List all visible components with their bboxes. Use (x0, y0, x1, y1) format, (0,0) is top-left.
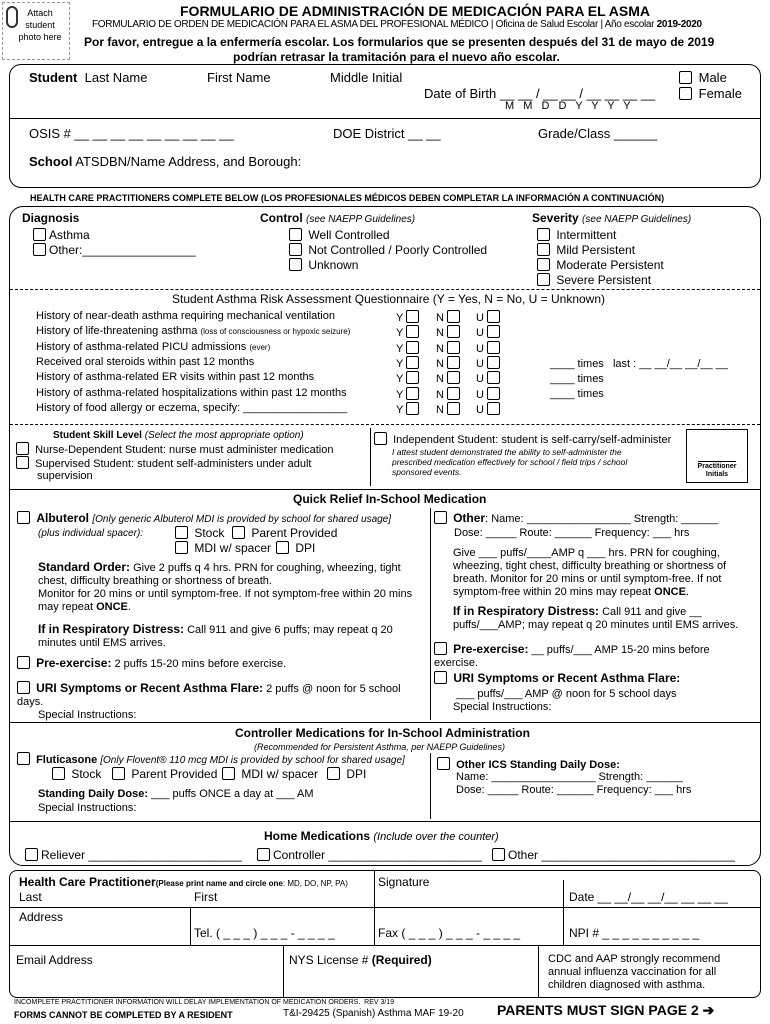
alb-mdi-checkbox[interactable] (175, 541, 188, 554)
other-ics-checkbox[interactable] (437, 757, 450, 770)
risk-n-checkbox-0[interactable] (447, 310, 460, 323)
footer-cannot: FORMS CANNOT BE COMPLETED BY A RESIDENT (14, 1010, 233, 1020)
risk-y-option-4[interactable]: Y (396, 371, 422, 385)
risk-n-option-4[interactable]: N (436, 371, 463, 385)
skill-independent[interactable]: Independent Student: student is self-carry/self-administer (374, 432, 671, 446)
home-other[interactable]: Other _____________________________ (492, 848, 735, 862)
risk-y-option-1[interactable]: Y (396, 325, 422, 339)
doe-district-field[interactable]: DOE District __ __ (333, 126, 441, 141)
practitioner-initials-label: Practitioner Initials (697, 463, 737, 478)
risk-n-checkbox-3[interactable] (447, 356, 460, 369)
risk-u-checkbox-3[interactable] (487, 356, 500, 369)
home-title: Home Medications (Include over the counter) (264, 829, 499, 843)
albuterol-checkbox[interactable] (17, 511, 30, 524)
female-checkbox[interactable] (679, 87, 692, 100)
cdc-note: CDC and AAP strongly recommend annual influenza vaccination for all children diagnosed with asthma. (548, 953, 721, 991)
alb-dpi-checkbox[interactable] (276, 541, 289, 554)
severity-intermittent-checkbox[interactable] (537, 228, 550, 241)
footer-form-id: T&I-29425 (Spanish) Asthma MAF 19-20 (283, 1008, 464, 1019)
risk-y-option-0[interactable]: Y (396, 310, 422, 324)
hcp-tel[interactable]: Tel. ( _ _ _ ) _ _ _ - _ _ _ _ (194, 926, 335, 940)
other-uri[interactable]: URI Symptoms or Recent Asthma Flare: (434, 671, 680, 685)
home-other-checkbox[interactable] (492, 848, 505, 861)
risk-n-option-5[interactable]: N (436, 387, 463, 401)
risk-u-option-2[interactable]: U (476, 341, 503, 355)
other-med-dose[interactable]: Dose: _____ Route: ______ Frequency: ___ hrs (454, 527, 690, 539)
alb-parent-checkbox[interactable] (232, 526, 245, 539)
hcp-fax[interactable]: Fax ( _ _ _ ) _ _ _ - _ _ _ _ (378, 926, 521, 940)
risk-y-checkbox-1[interactable] (406, 325, 419, 338)
other-ics-option[interactable]: Other ICS Standing Daily Dose: (437, 757, 620, 771)
home-reliever[interactable]: Reliever _______________________ (25, 848, 242, 862)
skill-title: Student Skill Level (Select the most appropriate option) (53, 430, 304, 441)
photo-label: Attach student photo here (18, 8, 62, 42)
osis-field[interactable]: OSIS # __ __ __ __ __ __ __ __ __ (29, 126, 234, 141)
risk-n-option-0[interactable]: N (436, 310, 463, 324)
other-uri-detail: ___ puffs/___ AMP @ noon for 5 school days (456, 688, 677, 700)
risk-item-2: History of asthma-related PICU admissions (ever) (36, 341, 271, 353)
risk-n-option-2[interactable]: N (436, 341, 463, 355)
pre-exercise[interactable]: Pre-exercise: 2 puffs 15-20 mins before exercise. (17, 656, 286, 670)
hcp-last[interactable]: Last (19, 890, 42, 904)
risk-y-checkbox-0[interactable] (406, 310, 419, 323)
severity-severe-checkbox[interactable] (537, 273, 550, 286)
home-controller[interactable]: Controller _______________________ (257, 848, 482, 862)
dob-field[interactable]: Date of Birth __ __ / __ __ / __ __ __ __ (424, 86, 656, 101)
albuterol-option[interactable]: Albuterol [Only generic Albuterol MDI is provided by school for shared usage] (17, 511, 391, 525)
risk-item-6: History of food allergy or eczema, specify: _________________ (36, 402, 348, 414)
risk-item-4: History of asthma-related ER visits within past 12 months (36, 371, 315, 383)
other-resp: If in Respiratory Distress: Call 911 and give __ puffs/___AMP; may repeat q 20 minutes until EMS arrives. (453, 604, 739, 631)
flut-special[interactable]: Special Instructions: (38, 802, 137, 814)
skill-supervised[interactable]: Supervised Student: student self-administers under adult (16, 456, 311, 470)
flut-parent[interactable]: Parent Provided (112, 767, 217, 781)
skill-supervised-checkbox[interactable] (16, 456, 29, 469)
risk-item-5: History of asthma-related hospitalizations within past 12 months (36, 387, 347, 399)
severity-intermittent[interactable]: Intermittent (537, 228, 616, 242)
risk-u-option-1[interactable]: U (476, 325, 503, 339)
flut-stock-checkbox[interactable] (52, 767, 65, 780)
risk-u-checkbox-5[interactable] (487, 387, 500, 400)
risk-n-option-3[interactable]: N (436, 356, 463, 370)
risk-u-option-0[interactable]: U (476, 310, 503, 324)
home-controller-checkbox[interactable] (257, 848, 270, 861)
skill-nurse[interactable]: Nurse-Dependent Student: nurse must administer medication (16, 442, 333, 456)
ics-dose[interactable]: Dose: _____ Route: ______ Frequency: ___ hrs (456, 784, 692, 796)
hosp-times[interactable]: ____ times (550, 388, 604, 400)
severity-moderate[interactable]: Moderate Persistent (537, 258, 664, 272)
flut-dpi-checkbox[interactable] (327, 767, 340, 780)
paperclip-icon (6, 6, 18, 28)
risk-y-checkbox-4[interactable] (406, 371, 419, 384)
risk-u-checkbox-6[interactable] (487, 402, 500, 415)
other-diagnosis-checkbox[interactable] (33, 243, 46, 256)
alb-stock[interactable]: Stock (175, 526, 224, 540)
notice-line-2: podrían retrasar la tramitación para el nuevo año escolar. (233, 50, 560, 64)
attest-text: I attest student demonstrated the ability to self-administer the prescribed medication effectively for school / field trips / school sponsored events. (392, 447, 628, 477)
hcp-npi[interactable]: NPI # _ _ _ _ _ _ _ _ _ _ (569, 926, 700, 940)
skill-supervised-2: supervision (37, 470, 93, 482)
control-unknown-checkbox[interactable] (289, 258, 302, 271)
risk-u-checkbox-2[interactable] (487, 341, 500, 354)
risk-y-checkbox-5[interactable] (406, 387, 419, 400)
risk-n-checkbox-2[interactable] (447, 341, 460, 354)
school-field[interactable]: School ATSDBN/Name Address, and Borough: (29, 154, 302, 169)
parents-must-sign: PARENTS MUST SIGN PAGE 2 ➔ (497, 1002, 715, 1018)
standing-daily-dose[interactable]: Standing Daily Dose: ___ puffs ONCE a day at ___ AM (38, 788, 314, 800)
asthma-checkbox[interactable] (33, 228, 46, 241)
hcp-title: Health Care Practitioner(Please print name and circle one: MD, DO, NP, PA) (19, 875, 348, 889)
home-reliever-checkbox[interactable] (25, 848, 38, 861)
risk-u-checkbox-0[interactable] (487, 310, 500, 323)
male-option[interactable]: Male (679, 70, 727, 85)
resp-distress: If in Respiratory Distress: Call 911 and give 6 puffs; may repeat q 20 minutes until EMS arrives. (38, 622, 393, 649)
risk-n-checkbox-4[interactable] (447, 371, 460, 384)
other-special[interactable]: Special Instructions: (453, 701, 552, 713)
standard-order: Standard Order: Give 2 puffs q 4 hrs. PRN for coughing, wheezing, tight chest, difficulty breathing or shortness of breath. Monitor for 20 mins or until symptom-free. If not symptom-free within 20 mins may repeat ONCE. (38, 560, 413, 613)
flut-parent-checkbox[interactable] (112, 767, 125, 780)
severity-severe[interactable]: Severe Persistent (537, 273, 651, 287)
arrow-right-icon: ➔ (702, 1002, 715, 1018)
hcp-license[interactable]: NYS License # (Required) (289, 953, 432, 967)
other-diagnosis-option[interactable]: Other:_________________ (33, 243, 196, 257)
footer-incomplete: INCOMPLETE PRACTITIONER INFORMATION WILL DELAY IMPLEMENTATION OF MEDICATION ORDERS. REV 3/19 (14, 999, 395, 1006)
risk-n-checkbox-5[interactable] (447, 387, 460, 400)
risk-y-checkbox-3[interactable] (406, 356, 419, 369)
risk-n-option-6[interactable]: N (436, 402, 463, 416)
form-title: FORMULARIO DE ADMINISTRACIÓN DE MEDICACIÓN PARA EL ASMA (180, 3, 651, 19)
alb-parent[interactable]: Parent Provided (232, 526, 337, 540)
ics-name[interactable]: Name: _________________ Strength: ______ (456, 771, 683, 783)
risk-u-option-4[interactable]: U (476, 371, 503, 385)
risk-u-option-5[interactable]: U (476, 387, 503, 401)
uri-symptoms[interactable]: URI Symptoms or Recent Asthma Flare: 2 puffs @ noon for 5 school days. (17, 681, 401, 708)
control-not-checkbox[interactable] (289, 243, 302, 256)
middle-initial-label[interactable]: Middle Initial (330, 70, 403, 85)
alb-mdi[interactable]: MDI w/ spacer (175, 541, 271, 555)
flut-mdi[interactable]: MDI w/ spacer (222, 767, 318, 781)
risk-u-checkbox-1[interactable] (487, 325, 500, 338)
hcp-banner: HEALTH CARE PRACTITIONERS COMPLETE BELOW (LOS PROFESIONALES MÉDICOS DEBEN COMPLETAR LA INFORMACIÓN A CONTINUACIÓN) (30, 193, 665, 203)
fluticasone-option[interactable]: Fluticasone [Only Flovent® 110 mcg MDI is provided by school for shared usage] (17, 752, 405, 766)
risk-n-option-1[interactable]: N (436, 325, 463, 339)
diagnosis-title: Diagnosis (22, 211, 80, 225)
risk-y-option-2[interactable]: Y (396, 341, 422, 355)
steroid-times[interactable]: ____ times last : __ __/__ __/__ __ (550, 358, 728, 370)
other-pre-exercise[interactable]: Pre-exercise: __ puffs/___ AMP 15-20 mins before exercise. (434, 642, 710, 669)
risk-y-checkbox-2[interactable] (406, 341, 419, 354)
flut-mdi-checkbox[interactable] (222, 767, 235, 780)
pre-exercise-checkbox[interactable] (17, 656, 30, 669)
risk-u-option-6[interactable]: U (476, 402, 503, 416)
control-well[interactable]: Well Controlled (289, 228, 390, 242)
er-times[interactable]: ____ times (550, 373, 604, 385)
signature-field[interactable]: Signature (378, 875, 430, 889)
skill-nurse-checkbox[interactable] (16, 442, 29, 455)
controller-title: Controller Medications for In-School Administration (235, 726, 530, 740)
flut-stock[interactable]: Stock (52, 767, 101, 781)
hcp-first[interactable]: First (194, 890, 218, 904)
severity-title: Severity (see NAEPP Guidelines) (532, 211, 692, 225)
grade-class-field[interactable]: Grade/Class ______ (538, 126, 658, 141)
other-med-give: Give ___ puffs/____AMP q ___ hrs. PRN for coughing, wheezing, tight chest, difficulty breathing or shortness of breath. Monitor for 20 mins or until symptom-free. If not symptom-free within 20 mins may repeat ONCE. (453, 547, 727, 598)
hcp-email[interactable]: Email Address (16, 953, 93, 967)
first-name-label[interactable]: First Name (207, 70, 271, 85)
notice-line-1: Por favor, entregue a la enfermería escolar. Los formularios que se presenten después del 31 de mayo de 2019 (84, 35, 715, 49)
risk-y-option-6[interactable]: Y (396, 402, 422, 416)
quick-relief-title: Quick Relief In-School Medication (293, 492, 487, 506)
flut-dpi[interactable]: DPI (327, 767, 366, 781)
risk-u-checkbox-4[interactable] (487, 371, 500, 384)
risk-item-0: History of near-death asthma requiring mechanical ventilation (36, 310, 335, 322)
controller-sub: (Recommended for Persistent Asthma, per NAEPP Guidelines) (254, 742, 505, 752)
control-unknown[interactable]: Unknown (289, 258, 358, 272)
severity-mild-checkbox[interactable] (537, 243, 550, 256)
risk-item-1: History of life-threatening asthma (loss of consciousness or hypoxic seizure) (36, 325, 351, 337)
risk-title: Student Asthma Risk Assessment Questionnaire (Y = Yes, N = No, U = Unknown) (172, 292, 605, 306)
hcp-address[interactable]: Address (19, 910, 64, 924)
other-uri-checkbox[interactable] (434, 671, 447, 684)
control-not[interactable]: Not Controlled / Poorly Controlled (289, 243, 487, 257)
other-med-checkbox[interactable] (434, 511, 447, 524)
special-instructions[interactable]: Special Instructions: (38, 709, 137, 721)
female-option[interactable]: Female (679, 86, 742, 101)
fluticasone-checkbox[interactable] (17, 752, 30, 765)
risk-y-option-3[interactable]: Y (396, 356, 422, 370)
student-label-row: Student Last Name (29, 70, 148, 85)
risk-item-3: Received oral steroids within past 12 months (36, 356, 255, 368)
risk-n-checkbox-1[interactable] (447, 325, 460, 338)
severity-moderate-checkbox[interactable] (537, 258, 550, 271)
risk-y-option-5[interactable]: Y (396, 387, 422, 401)
other-med-option[interactable]: Other: Name: _________________ Strength: ______ (434, 511, 718, 525)
severity-mild[interactable]: Mild Persistent (537, 243, 635, 257)
dob-format: M M D D Y Y Y Y (505, 100, 631, 112)
control-well-checkbox[interactable] (289, 228, 302, 241)
control-title: Control (see NAEPP Guidelines) (260, 211, 416, 225)
alb-stock-checkbox[interactable] (175, 526, 188, 539)
risk-y-checkbox-6[interactable] (406, 402, 419, 415)
risk-n-checkbox-6[interactable] (447, 402, 460, 415)
uri-checkbox[interactable] (17, 681, 30, 694)
hcp-date[interactable]: Date __ __/__ __/__ __ __ __ (569, 890, 728, 904)
plus-spacer: (plus individual spacer): (38, 528, 144, 539)
other-pre-checkbox[interactable] (434, 642, 447, 655)
form-subtitle: FORMULARIO DE ORDEN DE MEDICACIÓN PARA EL ASMA DEL PROFESIONAL MÉDICO | Oficina de Salud Escolar | Año escolar 2019-2020 (92, 19, 702, 30)
risk-u-option-3[interactable]: U (476, 356, 503, 370)
asthma-option[interactable]: Asthma (33, 228, 90, 242)
male-checkbox[interactable] (679, 71, 692, 84)
alb-dpi[interactable]: DPI (276, 541, 315, 555)
skill-independent-checkbox[interactable] (374, 432, 387, 445)
